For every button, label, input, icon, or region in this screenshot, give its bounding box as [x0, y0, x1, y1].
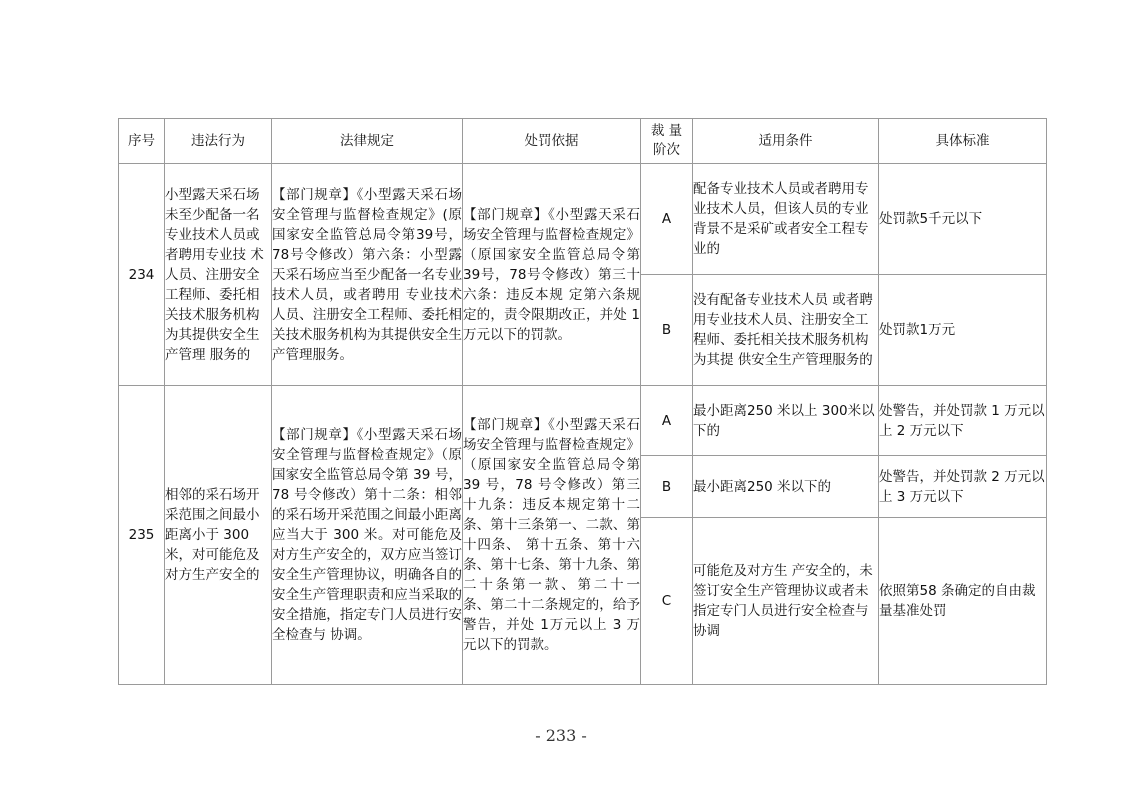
level-standard: 处罚款1万元	[879, 275, 1047, 386]
level-b: B	[641, 456, 693, 518]
level-condition: 最小距离250 米以上 300米以下的	[693, 386, 879, 456]
level-standard: 处警告，并处罚款 1 万元以上 2 万元以下	[879, 386, 1047, 456]
penalty-table	[118, 118, 1047, 685]
level-standard: 依照第58 条确定的自由裁量基准处罚	[879, 518, 1047, 685]
row-basis: 【部门规章】《小型露天采石场安全管理与监督检查规定》（原国家安全监管总局令第 39 号，78 号令修改）第三十九条：违反本规定第十二条、第十三条第一、二款、第十四条、 第十五条、第十六条、第十七条、第十九条、第二十条第一款、第二十一 条、第二十二条规定的，给予警告，并处 1万元以上 3 万元以下的罚款。	[463, 386, 641, 685]
level-a: A	[641, 386, 693, 456]
row-seq: 234	[119, 164, 165, 386]
row-law: 【部门规章】《小型露天采石场安全管理与监督检查规定》(原国家安全监管总局令第39号，78号令修改）第六条：小型露天采石场应当至少配备一名专业技术人员，或者聘用 专业技术人员、注册安全工程师、委托相关技术服务机构为其提供安全生 产管理服务。	[272, 164, 463, 386]
header-seq: 序号	[119, 119, 165, 164]
header-basis: 处罚依据	[463, 119, 641, 164]
header-violation: 违法行为	[165, 119, 272, 164]
row-violation: 小型露天采石场未至少配备一名专业技术人员或者聘用专业技 术人员、注册安全工程师、委托相关技术服务机构为其提供安全生产管理 服务的	[165, 164, 272, 386]
header-condition: 适用条件	[693, 119, 879, 164]
row-seq: 235	[119, 386, 165, 685]
row-violation: 相邻的采石场开采范围之间最小距离小于 300 米，对可能危及对方生产安全的	[165, 386, 272, 685]
level-standard: 处警告，并处罚款 2 万元以上 3 万元以下	[879, 456, 1047, 518]
header-law: 法律规定	[272, 119, 463, 164]
header-standard: 具体标准	[879, 119, 1047, 164]
level-a: A	[641, 164, 693, 275]
level-condition: 没有配备专业技术人员 或者聘用专业技术人员、注册安全工程师、委托相关技术服务机构为其提 供安全生产管理服务的	[693, 275, 879, 386]
level-standard: 处罚款5千元以下	[879, 164, 1047, 275]
level-c: C	[641, 518, 693, 685]
page-number: - 233 -	[535, 726, 587, 745]
level-condition: 可能危及对方生 产安全的，未签订安全生产管理协议或者未指定专门人员进行安全检查与协调	[693, 518, 879, 685]
level-condition: 配备专业技术人员或者聘用专业技术人员，但该人员的专业背景不是采矿或者安全工程专业的	[693, 164, 879, 275]
row-law: 【部门规章】《小型露天采石场安全管理与监督检查规定》（原国家安全监管总局令第 39 号，78 号令修改）第十二条：相邻的采石场开采范围之间最小距离应当大于 300 米。对可能危及对方生产安全的，双方应当签订安全生产管理协议，明确各自的 安全生产管理职责和应当采取的安全措施，指定专门人员进行安全检查与 协调。	[272, 386, 463, 685]
table-row	[119, 386, 1047, 456]
header-row	[119, 119, 1047, 164]
level-b: B	[641, 275, 693, 386]
header-level: 裁 量 阶次	[641, 119, 693, 164]
table-row	[119, 164, 1047, 275]
level-condition: 最小距离250 米以下的	[693, 456, 879, 518]
row-basis: 【部门规章】《小型露天采石场安全管理与监督检查规定》（原国家安全监管总局令第 39号，78号令修改）第三十六条：违反本规 定第六条规定的，责令限期改正，并处 1万元以下的罚款。	[463, 164, 641, 386]
